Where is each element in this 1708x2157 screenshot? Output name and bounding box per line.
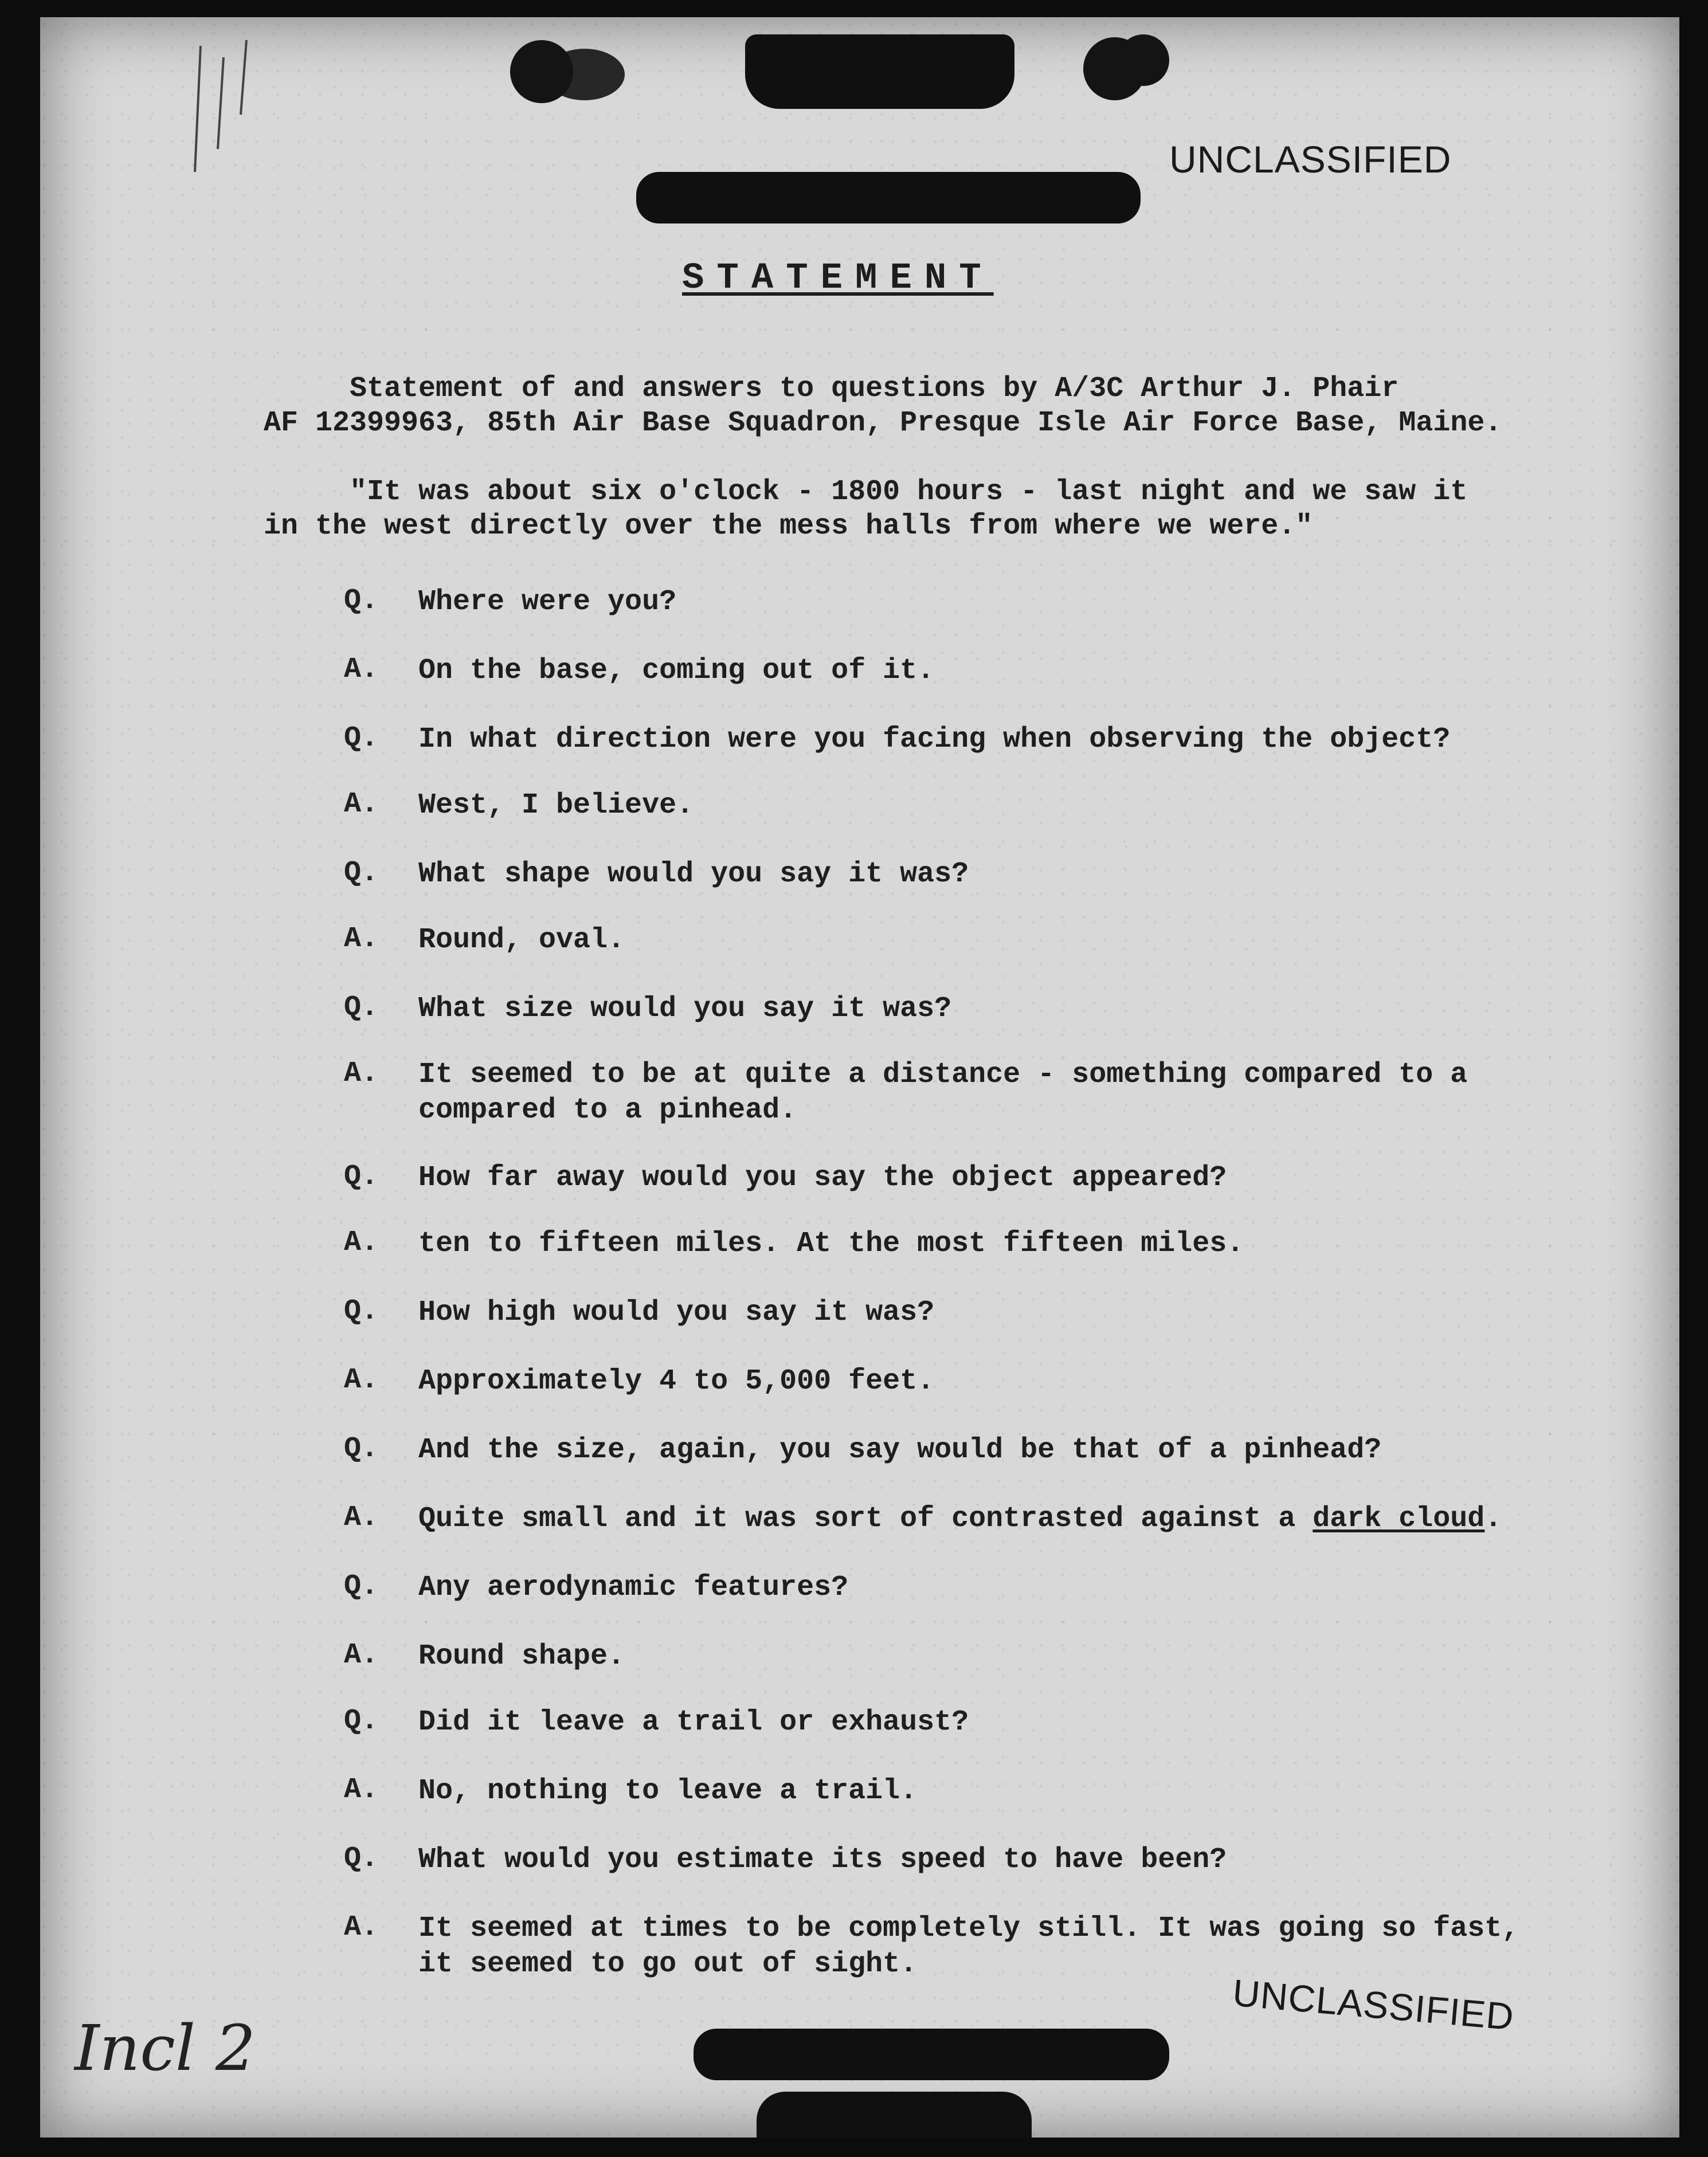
redaction-bar-bottom (694, 2029, 1169, 2080)
quote-line-1: "It was about six o'clock - 1800 hours - last night and we saw it (350, 476, 1468, 508)
qa-text-underlined: dark cloud (1313, 1503, 1485, 1535)
question-row (40, 1705, 1679, 1774)
qa-label: Q. (344, 1705, 379, 1738)
answer-row (40, 1774, 1679, 1842)
qa-label: Q. (344, 1433, 379, 1465)
classification-stamp-bottom: UNCLASSIFIED (1231, 1971, 1516, 2038)
qa-label: A. (344, 1226, 379, 1259)
question-row (40, 1295, 1679, 1364)
qa-label: A. (344, 1639, 379, 1672)
qa-label: A. (344, 788, 379, 821)
qa-label: Q. (344, 1842, 379, 1875)
question-row (40, 1570, 1679, 1639)
qa-text: West, I believe. (418, 789, 694, 822)
answer-row (40, 923, 1679, 991)
answer-row (40, 788, 1679, 857)
intro-line-1: Statement of and answers to questions by A/3C Arthur J. Phair (350, 372, 1399, 405)
answer-row (40, 1501, 1679, 1570)
punch-hole (544, 49, 625, 100)
question-row (40, 1433, 1679, 1501)
bottom-blot (757, 2092, 1032, 2138)
answer-row (40, 1911, 1679, 1980)
qa-text: On the base, coming out of it. (418, 654, 935, 687)
handwritten-inclosure-note: Incl 2 (75, 2011, 256, 2085)
qa-label: Q. (344, 585, 379, 617)
qa-text: How far away would you say the object appeared? (418, 1162, 1227, 1194)
punch-hole (1118, 34, 1169, 86)
intro-line-2: AF 12399963, 85th Air Base Squadron, Presque Isle Air Force Base, Maine. (264, 407, 1502, 440)
qa-text: Round shape. (418, 1640, 625, 1673)
question-row (40, 1160, 1679, 1229)
question-row (40, 991, 1679, 1060)
qa-text: What size would you say it was? (418, 993, 952, 1025)
qa-text: Did it leave a trail or exhaust? (418, 1706, 969, 1739)
answer-row (40, 653, 1679, 722)
question-row (40, 722, 1679, 791)
qa-label: A. (344, 923, 379, 955)
qa-text: It seemed to be at quite a distance - something compared to a compared to a pinhead. (418, 1058, 1468, 1127)
qa-label: Q. (344, 1295, 379, 1328)
classification-stamp-top: UNCLASSIFIED (1169, 138, 1452, 181)
qa-label: Q. (344, 991, 379, 1024)
question-row (40, 585, 1679, 653)
qa-text: What would you estimate its speed to have been? (418, 1844, 1227, 1876)
qa-text: What shape would you say it was? (418, 858, 969, 891)
qa-label: Q. (344, 722, 379, 755)
qa-label: A. (344, 1501, 379, 1534)
qa-label: Q. (344, 857, 379, 889)
redaction-bar-top (636, 172, 1141, 223)
qa-text: Any aerodynamic features? (418, 1571, 849, 1604)
answer-row (40, 1226, 1679, 1295)
qa-text-trail: . (1484, 1503, 1502, 1535)
qa-text-lead: Quite small and it was sort of contrasted against a (418, 1503, 1313, 1535)
margin-scribble (178, 34, 327, 183)
qa-label: A. (344, 653, 379, 686)
qa-label: A. (344, 1774, 379, 1806)
quote-line-2: in the west directly over the mess halls from where we were." (264, 510, 1313, 543)
qa-label: Q. (344, 1160, 379, 1193)
qa-label: Q. (344, 1570, 379, 1603)
answer-row (40, 1364, 1679, 1433)
question-row (40, 1842, 1679, 1911)
document-page (40, 17, 1679, 2138)
qa-label: A. (344, 1911, 379, 1944)
qa-text: It seemed at times to be completely still. It was going so fast, it seemed to go out of sight. (418, 1912, 1519, 1980)
qa-text: How high would you say it was? (418, 1296, 935, 1329)
qa-text: Where were you? (418, 586, 677, 618)
qa-label: A. (344, 1364, 379, 1397)
qa-text: ten to fifteen miles. At the most fifteen miles. (418, 1227, 1244, 1260)
document-title: STATEMENT (682, 258, 994, 299)
answer-row (40, 1057, 1679, 1126)
answer-row (40, 1639, 1679, 1708)
qa-label: A. (344, 1057, 379, 1090)
qa-text (418, 1501, 1553, 1537)
qa-text: Round, oval. (418, 924, 625, 956)
qa-text: And the size, again, you say would be that of a pinhead? (418, 1434, 1382, 1466)
question-row (40, 857, 1679, 925)
top-center-blot (745, 34, 1014, 109)
qa-text: In what direction were you facing when observing the object? (418, 723, 1451, 756)
qa-text: Approximately 4 to 5,000 feet. (418, 1365, 935, 1398)
qa-text: No, nothing to leave a trail. (418, 1775, 918, 1807)
